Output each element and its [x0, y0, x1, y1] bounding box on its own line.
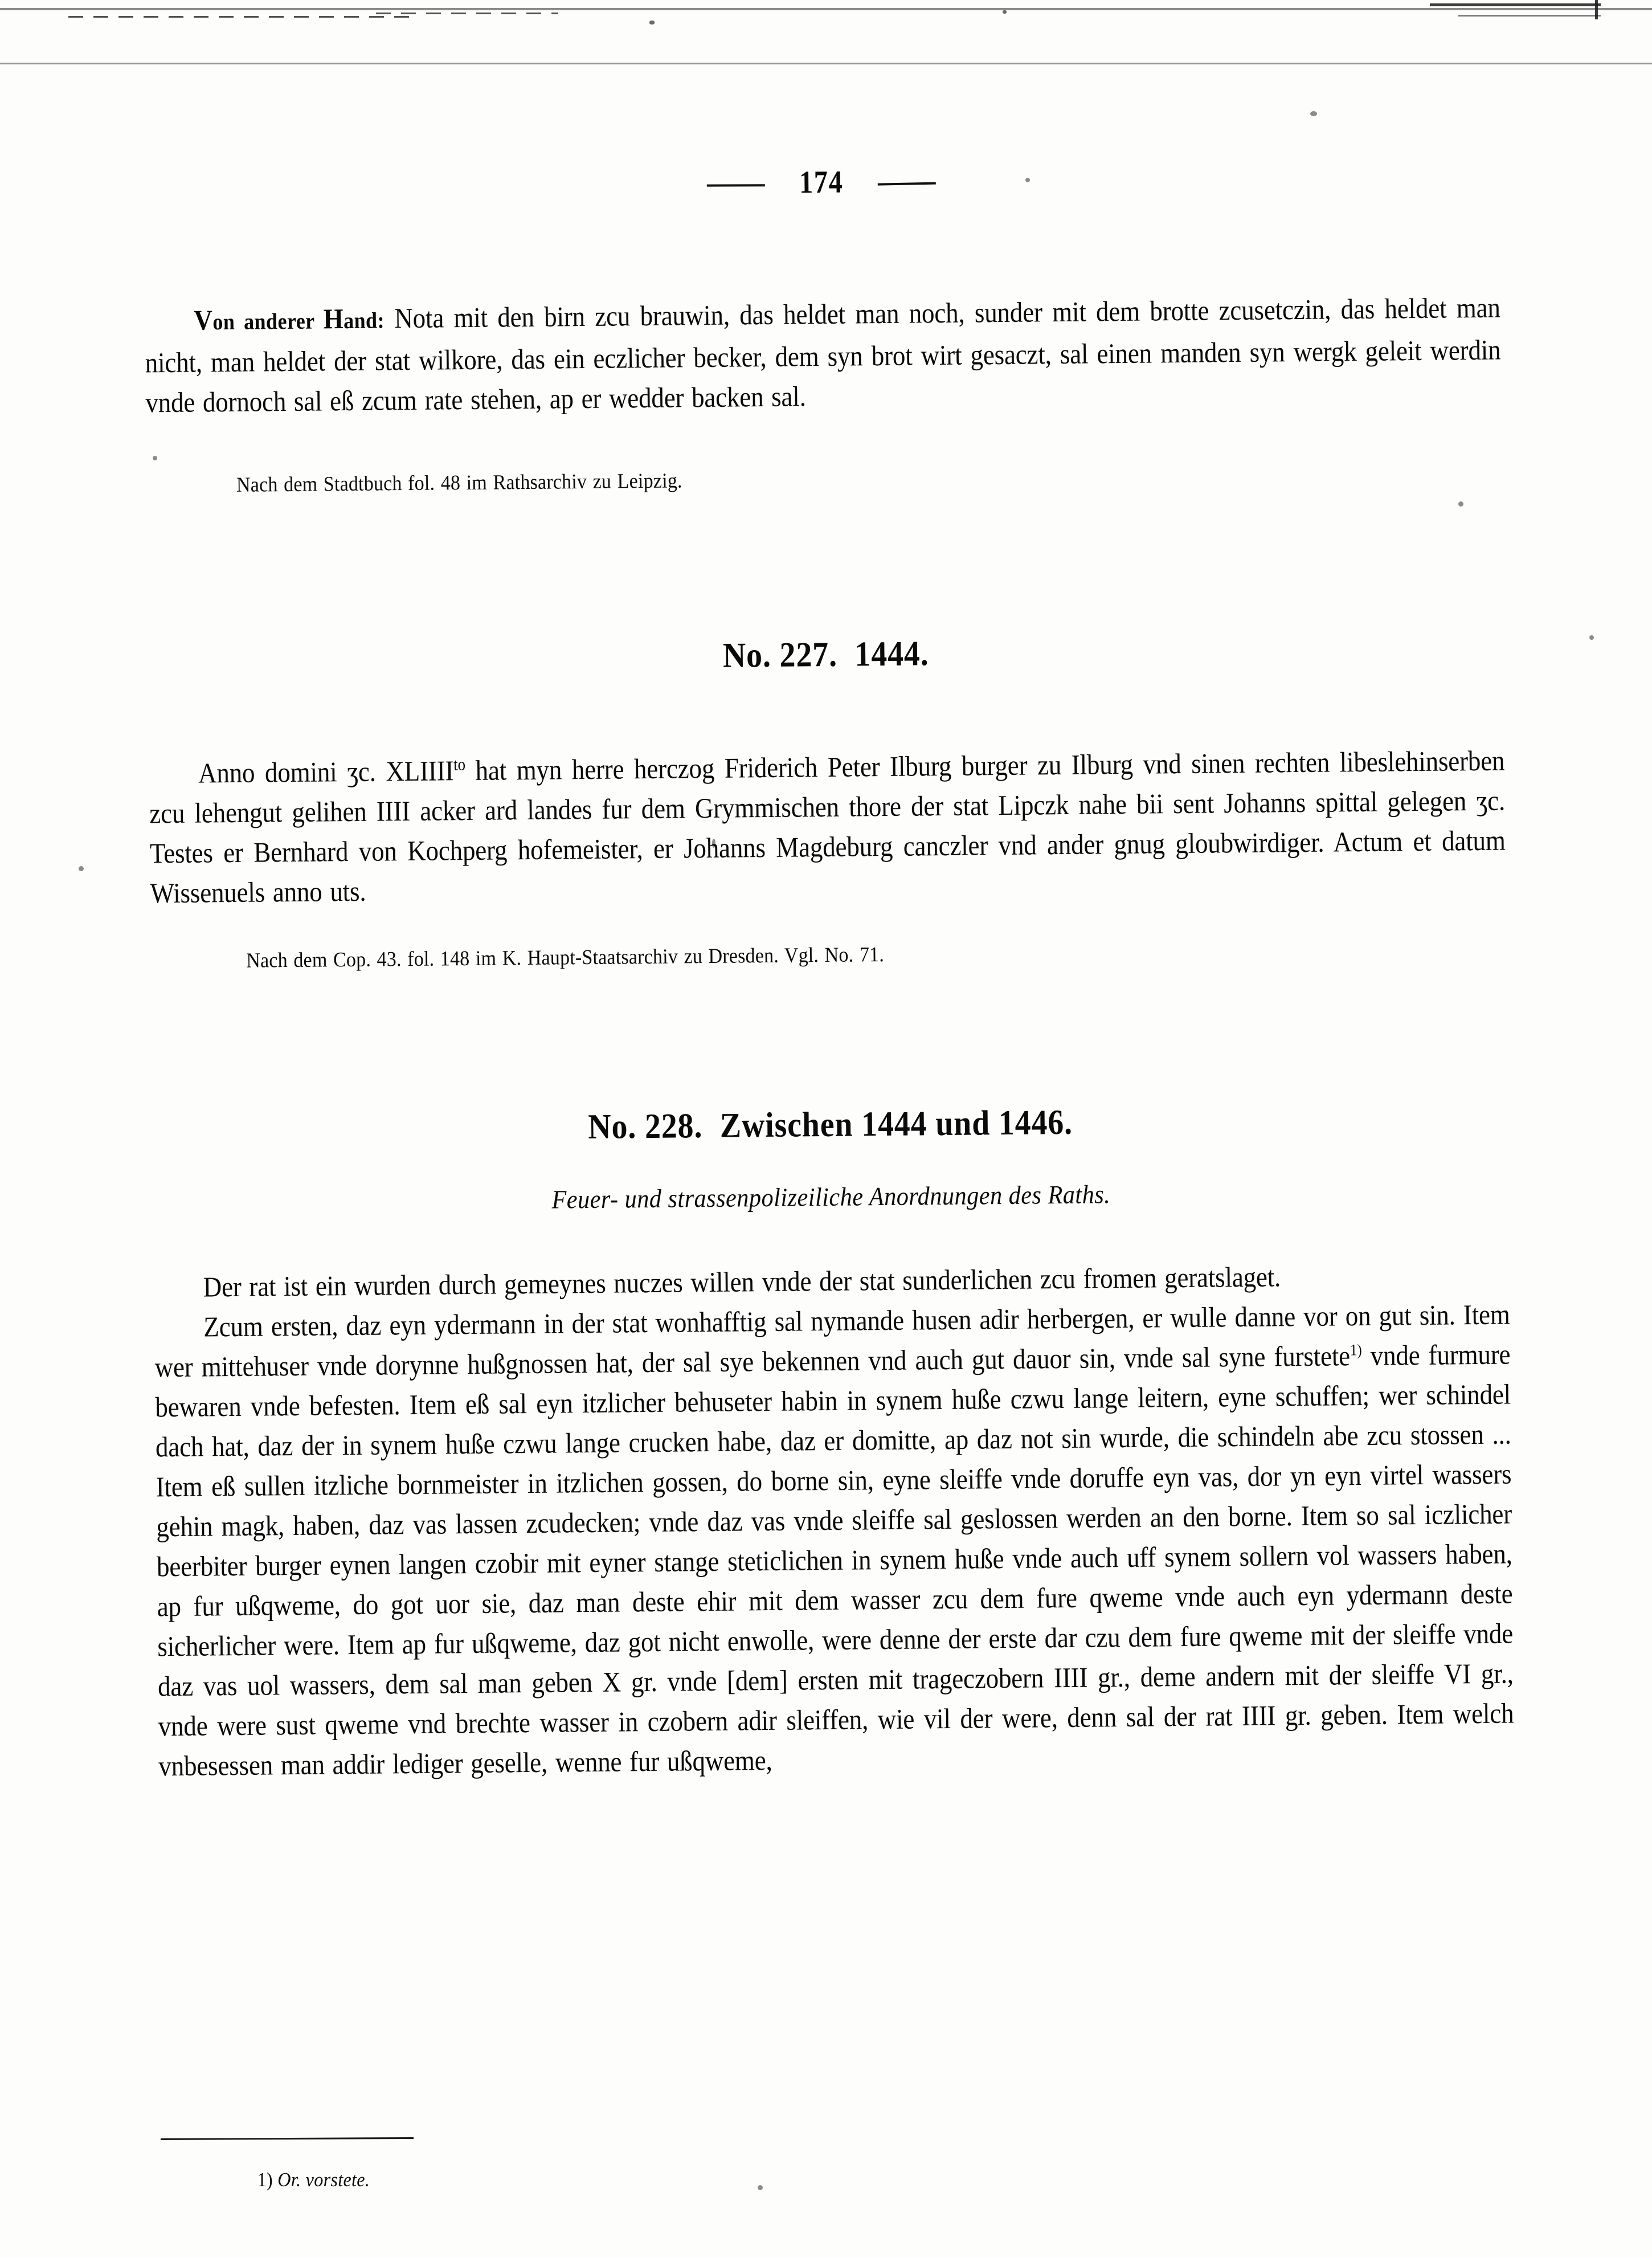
note-label-rest-2: and: [343, 307, 385, 334]
footnote-1-text: Or. vorstete. [277, 2169, 370, 2191]
note-text: Nota mit den birn zcu brauwin, das heldet man noch, sunder mit dem brotte zcusetczin, das heldet man nicht, man heldet der stat wilkore, das ein eczlicher becker, dem syn brot wirt gesaczt, sal einen manden syn wergk geleit werdin vnde dornoch sal eß zcum rate stehen, ap er wedder backen sal. [145, 291, 1501, 419]
article-228-paragraph-2 [154, 1295, 1515, 1786]
article-227-body-pre: Anno domini ʒc. XLIIII [198, 754, 454, 789]
folio-rule-left [707, 184, 765, 186]
article-227-date: 1444. [854, 634, 929, 674]
article-227-number: No. 227. [722, 635, 838, 675]
note-attribution-label [194, 303, 385, 336]
folio-rule-right [878, 182, 936, 186]
article-228-subtitle: Feuer- und strassenpolizeiliche Anordnungen des Raths. [551, 1179, 1111, 1214]
footnote-1-marker: 1) [257, 2169, 273, 2191]
article-227-body-post: hat myn herre herczog Friderich Peter Ilburg burger zu Ilburg vnd sinen rechten libeslehinserben zcu lehengut gelihen IIII acker ard landes fur dem Grymmischen thore der stat Lipczk nahe bii sent Johanns spittal gelegen ʒc. Testes er Bernhard von Kochperg hofemeister, er Johanns Magdeburg canczler vnd ander gnug gloubwirdiger. Actum et datum Wissenuels anno uts. [149, 744, 1506, 909]
footnote-1 [149, 2167, 1397, 2193]
footnote-separator-rule [161, 2137, 414, 2140]
footnote-zone [149, 2138, 1505, 2193]
note-label-initial: V [194, 304, 213, 336]
article-227-source-line: Nach dem Cop. 43. fol. 148 im K. Haupt-Staatsarchiv zu Dresden. Vgl. No. 71. [246, 943, 885, 973]
page-number: 174 [799, 164, 844, 201]
article-228-date: Zwischen 1444 und 1446. [719, 1103, 1073, 1145]
footnote-reference-1[interactable]: 1) [1350, 1341, 1362, 1359]
article-227-ordinal-suffix: to [453, 755, 465, 774]
article-228-paragraph-2-pre: Zcum ersten, daz eyn ydermann in der stat wonhafftig sal nymande husen adir herbergen, er wulle danne vor on gut sin. Item wer mittehuser vnde dorynne hußgnossen hat, der sal sye bekennen vnd auch gut dauor sin, vnde sal syne furstete [154, 1298, 1510, 1383]
article-228-paragraph-2-post: vnde furmure bewaren vnde befesten. Item eß sal eyn itzlicher behuseter habin in synem huße czwu lange leitern, eyne schuffen; wer schindel dach hat, daz der in synem huße czwu lange crucken habe, daz er domitte, ap daz not sin wurde, die schindeln abe zcu stossen ... Item eß sullen itzliche bornmeister in itzlichen gossen, do borne sin, eyne sleiffe vnde doruffe eyn vas, dor yn eyn virtel wassers gehin magk, haben, daz vas lassen zcudecken; vnde daz vas vnde sleiffe sal geslossen werden an den borne. Item so sal iczlicher beerbiter burger eynen langen czobir mit eyner stange steticlichen in synem huße vnde auch uff synem sollern vol wassers haben, ap fur ußqweme, do got uor sie, daz man deste ehir mit dem wasser zcu dem fure qweme vnde auch eyn ydermann deste sicherlicher were. Item ap fur ußqweme, daz got nicht enwolle, were denne der erste dar czu dem fure qweme mit der sleiffe vnde daz vas uol wassers, dem sal man geben X gr. vnde [dem] ersten mit trageczobern IIII gr., deme andern mit der sleiffe VI gr., vnde were sust qweme vnd brechte wasser in czobern adir sleiffen, wie vil der were, denn sal der rat IIII gr. geben. Item welch vnbesessen man addir lediger geselle, wenne fur ußqweme, [155, 1338, 1514, 1782]
article-228-paragraph-1: Der rat ist ein wurden durch gemeynes nuczes willen vnde der stat sunderlichen zcu fromen geratslaget. [203, 1260, 1281, 1303]
note-paragraph [145, 288, 1502, 423]
article-227-body [149, 741, 1506, 913]
note-label-rest: on anderer [212, 308, 324, 335]
note-label-initial-2: H [323, 303, 344, 335]
note-source-line: Nach dem Stadtbuch fol. 48 im Rathsarchiv zu Leipzig. [236, 469, 682, 497]
article-228-number: No. 228. [587, 1107, 703, 1147]
running-head [144, 158, 1500, 239]
page-content-column [142, 0, 1515, 1786]
